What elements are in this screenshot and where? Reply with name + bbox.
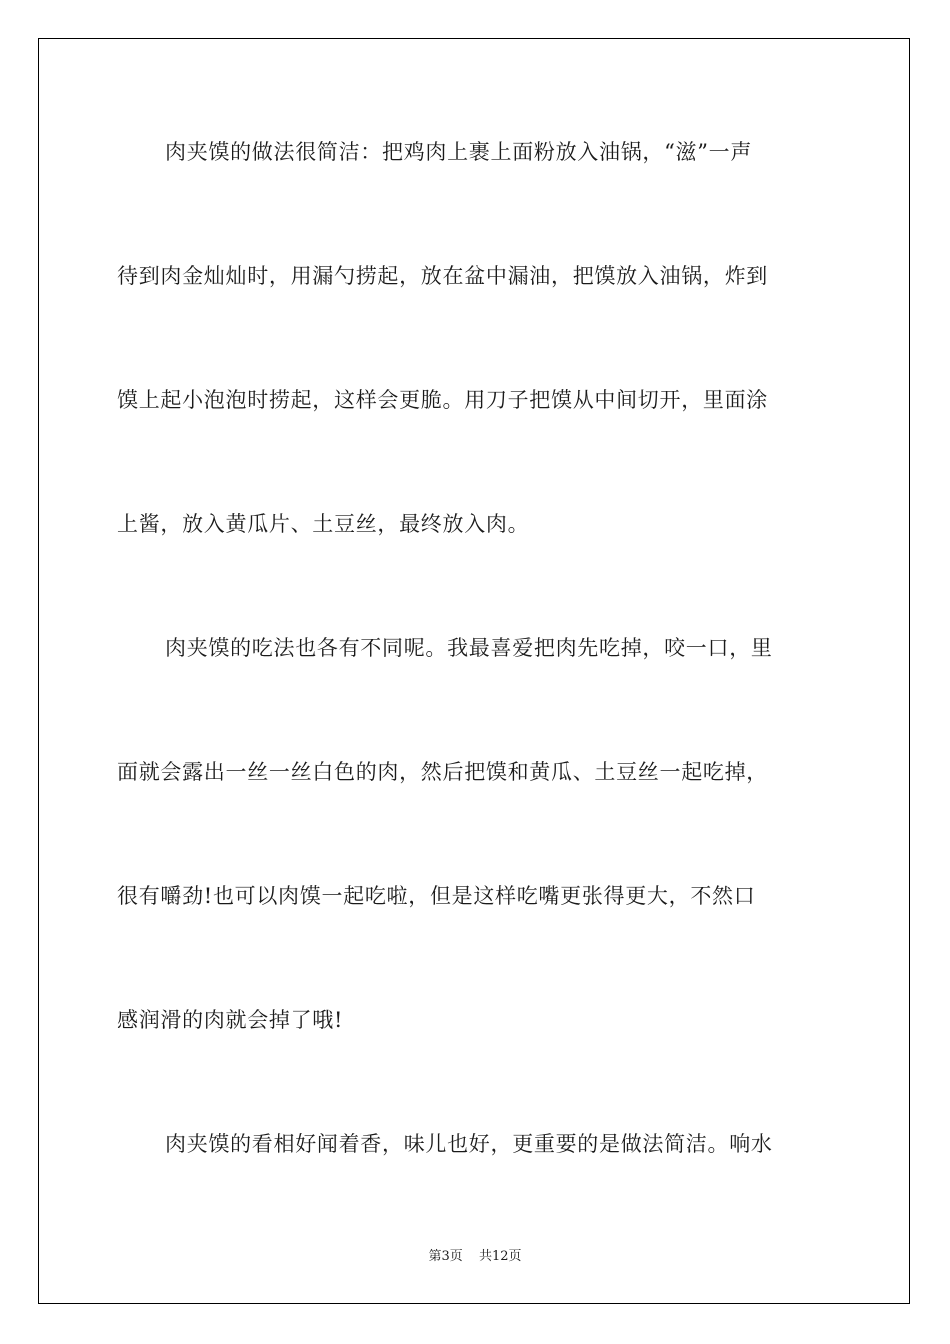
paragraph-2-line-2: 面就会露出一丝一丝白色的肉，然后把馍和黄瓜、土豆丝一起吃掉，: [117, 760, 768, 784]
page-border: [38, 38, 910, 1304]
paragraph-1-line-3: 馍上起小泡泡时捞起，这样会更脆。用刀子把馍从中间切开，里面涂: [117, 388, 768, 412]
paragraph-1-line-4: 上酱，放入黄瓜片、土豆丝，最终放入肉。: [117, 512, 530, 536]
paragraph-2-line-3: 很有嚼劲!也可以肉馍一起吃啦，但是这样吃嘴更张得更大，不然口: [117, 884, 756, 908]
page-footer: [0, 1248, 950, 1266]
page-number: 第3页: [428, 1249, 463, 1264]
paragraph-2-line-1: 肉夹馍的吃法也各有不同呢。我最喜爱把肉先吃掉，咬一口，里: [165, 636, 773, 660]
paragraph-1-line-2: 待到肉金灿灿时，用漏勺捞起，放在盆中漏油，把馍放入油锅，炸到: [117, 264, 768, 288]
page-total: 共12页: [478, 1249, 522, 1264]
paragraph-1-line-1: 肉夹馍的做法很简洁：把鸡肉上裹上面粉放入油锅，“滋”一声: [165, 140, 753, 164]
paragraph-2-line-4: 感润滑的肉就会掉了哦!: [117, 1008, 344, 1032]
paragraph-3-line-1: 肉夹馍的看相好闻着香，味儿也好，更重要的是做法简洁。响水: [165, 1132, 773, 1156]
